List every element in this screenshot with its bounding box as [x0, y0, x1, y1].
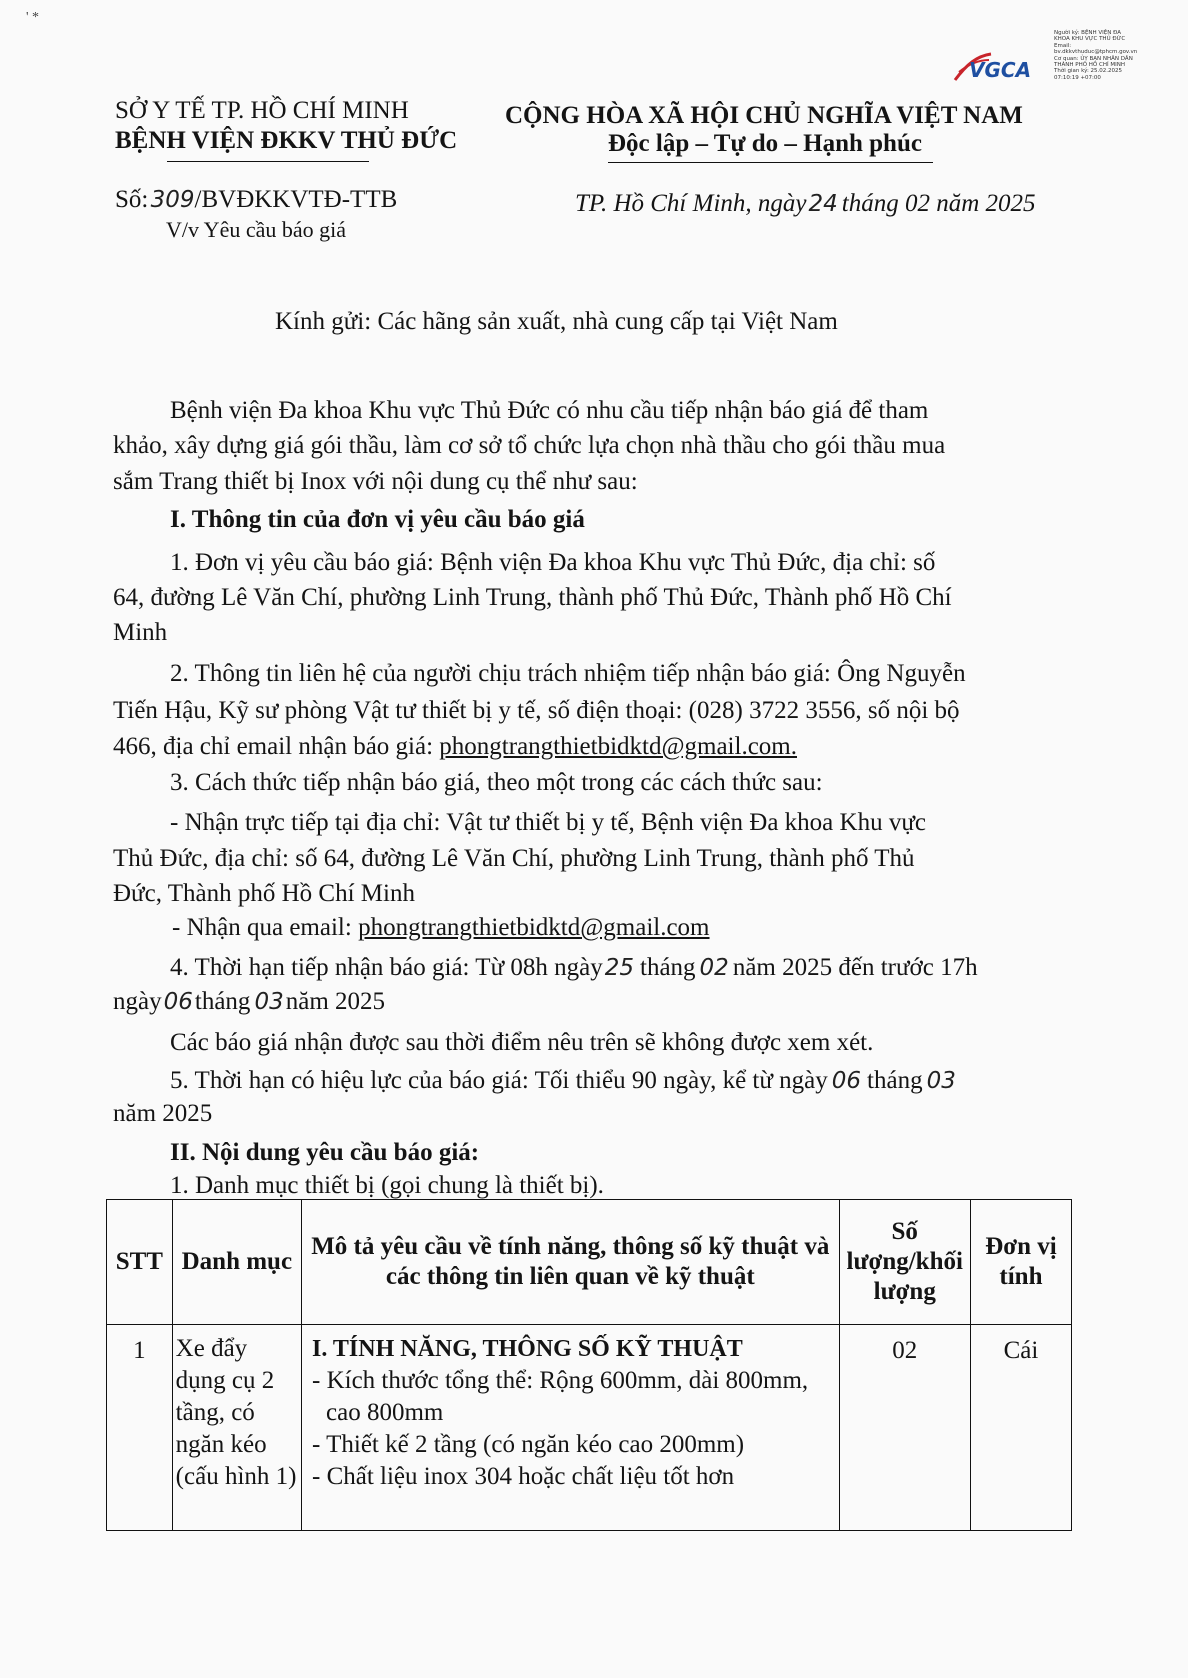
deadline-text: ngày [113, 988, 162, 1015]
handwritten-day: 06 [831, 1068, 862, 1094]
cell-danh-muc: Xe đẩy dụng cụ 2 tầng, có ngăn kéo (cấu hình 1) [172, 1325, 301, 1531]
doc-number-prefix: Số: [115, 186, 149, 213]
date-prefix: TP. Hồ Chí Minh, ngày [575, 190, 807, 217]
motto: Độc lập – Tự do – Hạnh phúc [608, 130, 922, 157]
deadline-text: năm 2025 đến trước 17h [732, 954, 978, 981]
country-name: CỘNG HÒA XÃ HỘI CHỦ NGHĨA VIỆT NAM [505, 102, 1023, 129]
table-header-row [107, 1200, 1072, 1325]
body-line: năm 2025 [113, 1100, 213, 1127]
body-line: Minh [113, 619, 168, 646]
doc-number-suffix: /BVĐKKVTĐ-TTB [194, 186, 398, 213]
email-label: - Nhận qua email: [172, 914, 352, 941]
date-day-handwritten: 24 [808, 191, 838, 217]
signature-line: Thời gian ký: 25.02.2025 [1054, 68, 1123, 75]
org-name: BỆNH VIỆN ĐKKV THỦ ĐỨC [115, 127, 458, 154]
handwritten-day: 06 [163, 989, 193, 1015]
handwritten-month: 03 [926, 1068, 956, 1094]
org-underline [167, 161, 369, 162]
date-line [575, 190, 1036, 218]
signature-line: Cơ quan: ỦY BAN NHÂN DÂN [1054, 55, 1133, 62]
header-so-luong: Số lượng/khối lượng [839, 1200, 970, 1325]
requirement-line: - Chất liệu inox 304 hoặc chất liệu tốt hơn [312, 1463, 735, 1490]
body-line: - Nhận trực tiếp tại địa chỉ: Vật tư thiết bị y tế, Bệnh viện Đa khoa Khu vực [170, 809, 926, 836]
body-line: 2. Thông tin liên hệ của người chịu trách nhiệm tiếp nhận báo giá: Ông Nguyễn [170, 660, 966, 687]
validity-text: tháng [867, 1067, 923, 1094]
signature-logo-text: VGCA [969, 58, 1032, 82]
signature-line: Email: [1054, 42, 1072, 49]
section-2-title: II. Nội dung yêu cầu báo giá: [170, 1139, 480, 1166]
body-line: 64, đường Lê Văn Chí, phường Linh Trung, thành phố Thủ Đức, Thành phố Hồ Chí [113, 584, 952, 611]
doc-number-handwritten: 309 [150, 187, 195, 213]
table-row [107, 1325, 1072, 1531]
deadline-text: tháng [640, 954, 696, 981]
body-line [172, 910, 710, 945]
body-line: 3. Cách thức tiếp nhận báo giá, theo một trong các cách thức sau: [170, 769, 823, 796]
recipient: Kính gửi: Các hãng sản xuất, nhà cung cấp tại Việt Nam [275, 308, 838, 335]
body-line [170, 950, 978, 986]
validity-text: 5. Thời hạn có hiệu lực của báo giá: Tối thiểu 90 ngày, kể từ ngày [170, 1067, 828, 1094]
cell-stt: 1 [107, 1325, 173, 1531]
deadline-text: năm 2025 [285, 988, 386, 1015]
header-don-vi: Đơn vị tính [970, 1200, 1071, 1325]
deadline-text: 4. Thời hạn tiếp nhận báo giá: Từ 08h ngày [170, 954, 603, 981]
intro-line: sắm Trang thiết bị Inox với nội dung cụ thể như sau: [113, 468, 638, 495]
list-title: 1. Danh mục thiết bị (gọi chung là thiết bị). [170, 1172, 604, 1199]
header-mo-ta: Mô tả yêu cầu về tính năng, thông số kỹ thuật và các thông tin liên quan về kỹ thuật [302, 1200, 840, 1325]
body-line: Các báo giá nhận được sau thời điểm nêu trên sẽ không được xem xét. [170, 1029, 874, 1056]
email-link[interactable]: phongtrangthietbidktd@gmail.com. [439, 733, 797, 760]
signature-line: Người ký: BỆNH VIỆN ĐA [1054, 30, 1122, 36]
body-line [113, 729, 797, 764]
doc-number [115, 186, 397, 214]
body-line: 1. Đơn vị yêu cầu báo giá: Bệnh viện Đa khoa Khu vực Thủ Đức, địa chỉ: số [170, 549, 936, 576]
intro-line: khảo, xây dựng giá gói thầu, làm cơ sở tổ chức lựa chọn nhà thầu cho gói thầu mua [113, 432, 946, 459]
signature-line: 07:10:19 +07:00 [1054, 74, 1101, 81]
signature-logo [953, 50, 1035, 84]
header-danh-muc: Danh mục [172, 1200, 301, 1325]
intro-line: Bệnh viện Đa khoa Khu vực Thủ Đức có nhu cầu tiếp nhận báo giá để tham [170, 397, 929, 424]
signature-line: bv.dkkvthuduc@tphcm.gov.vn [1054, 49, 1138, 56]
signature-line: KHOA KHU VỰC THỦ ĐỨC [1054, 36, 1126, 43]
body-line: Thủ Đức, địa chỉ: số 64, đường Lê Văn Chí, phường Linh Trung, thành phố Thủ [113, 845, 915, 872]
cell-don-vi: Cái [970, 1325, 1071, 1531]
date-suffix: tháng 02 năm 2025 [841, 190, 1036, 217]
requirement-line: - Thiết kế 2 tầng (có ngăn kéo cao 200mm) [312, 1431, 745, 1458]
cell-mo-ta [302, 1325, 840, 1531]
corner-marks: ' * [26, 10, 40, 25]
requirement-line: - Kích thước tổng thể: Rộng 600mm, dài 800mm, cao 800mm [312, 1367, 809, 1426]
email-link[interactable]: phongtrangthietbidktd@gmail.com [358, 914, 710, 941]
subject: V/v Yêu cầu báo giá [166, 217, 347, 242]
equipment-table [106, 1199, 1072, 1531]
body-line [113, 984, 385, 1020]
signature-info [1054, 30, 1179, 81]
signature-line: THÀNH PHỐ HỒ CHÍ MINH [1054, 62, 1125, 69]
org-parent: SỞ Y TẾ TP. HỒ CHÍ MINH [115, 97, 409, 124]
email-label: 466, địa chỉ email nhận báo giá: [113, 733, 434, 760]
header-stt: STT [107, 1200, 173, 1325]
handwritten-month: 03 [254, 989, 284, 1015]
requirement-title: I. TÍNH NĂNG, THÔNG SỐ KỸ THUẬT [312, 1336, 743, 1362]
cell-so-luong: 02 [839, 1325, 970, 1531]
body-line: Tiến Hậu, Kỹ sư phòng Vật tư thiết bị y tế, số điện thoại: (028) 3722 3556, số nội bộ [113, 697, 960, 724]
body-line [170, 1063, 956, 1099]
body-line: Đức, Thành phố Hồ Chí Minh [113, 880, 415, 907]
deadline-text: tháng [194, 988, 251, 1015]
handwritten-month: 02 [699, 955, 729, 981]
handwritten-day: 25 [604, 955, 634, 981]
section-1-title: I. Thông tin của đơn vị yêu cầu báo giá [170, 506, 585, 533]
motto-underline [608, 162, 933, 163]
